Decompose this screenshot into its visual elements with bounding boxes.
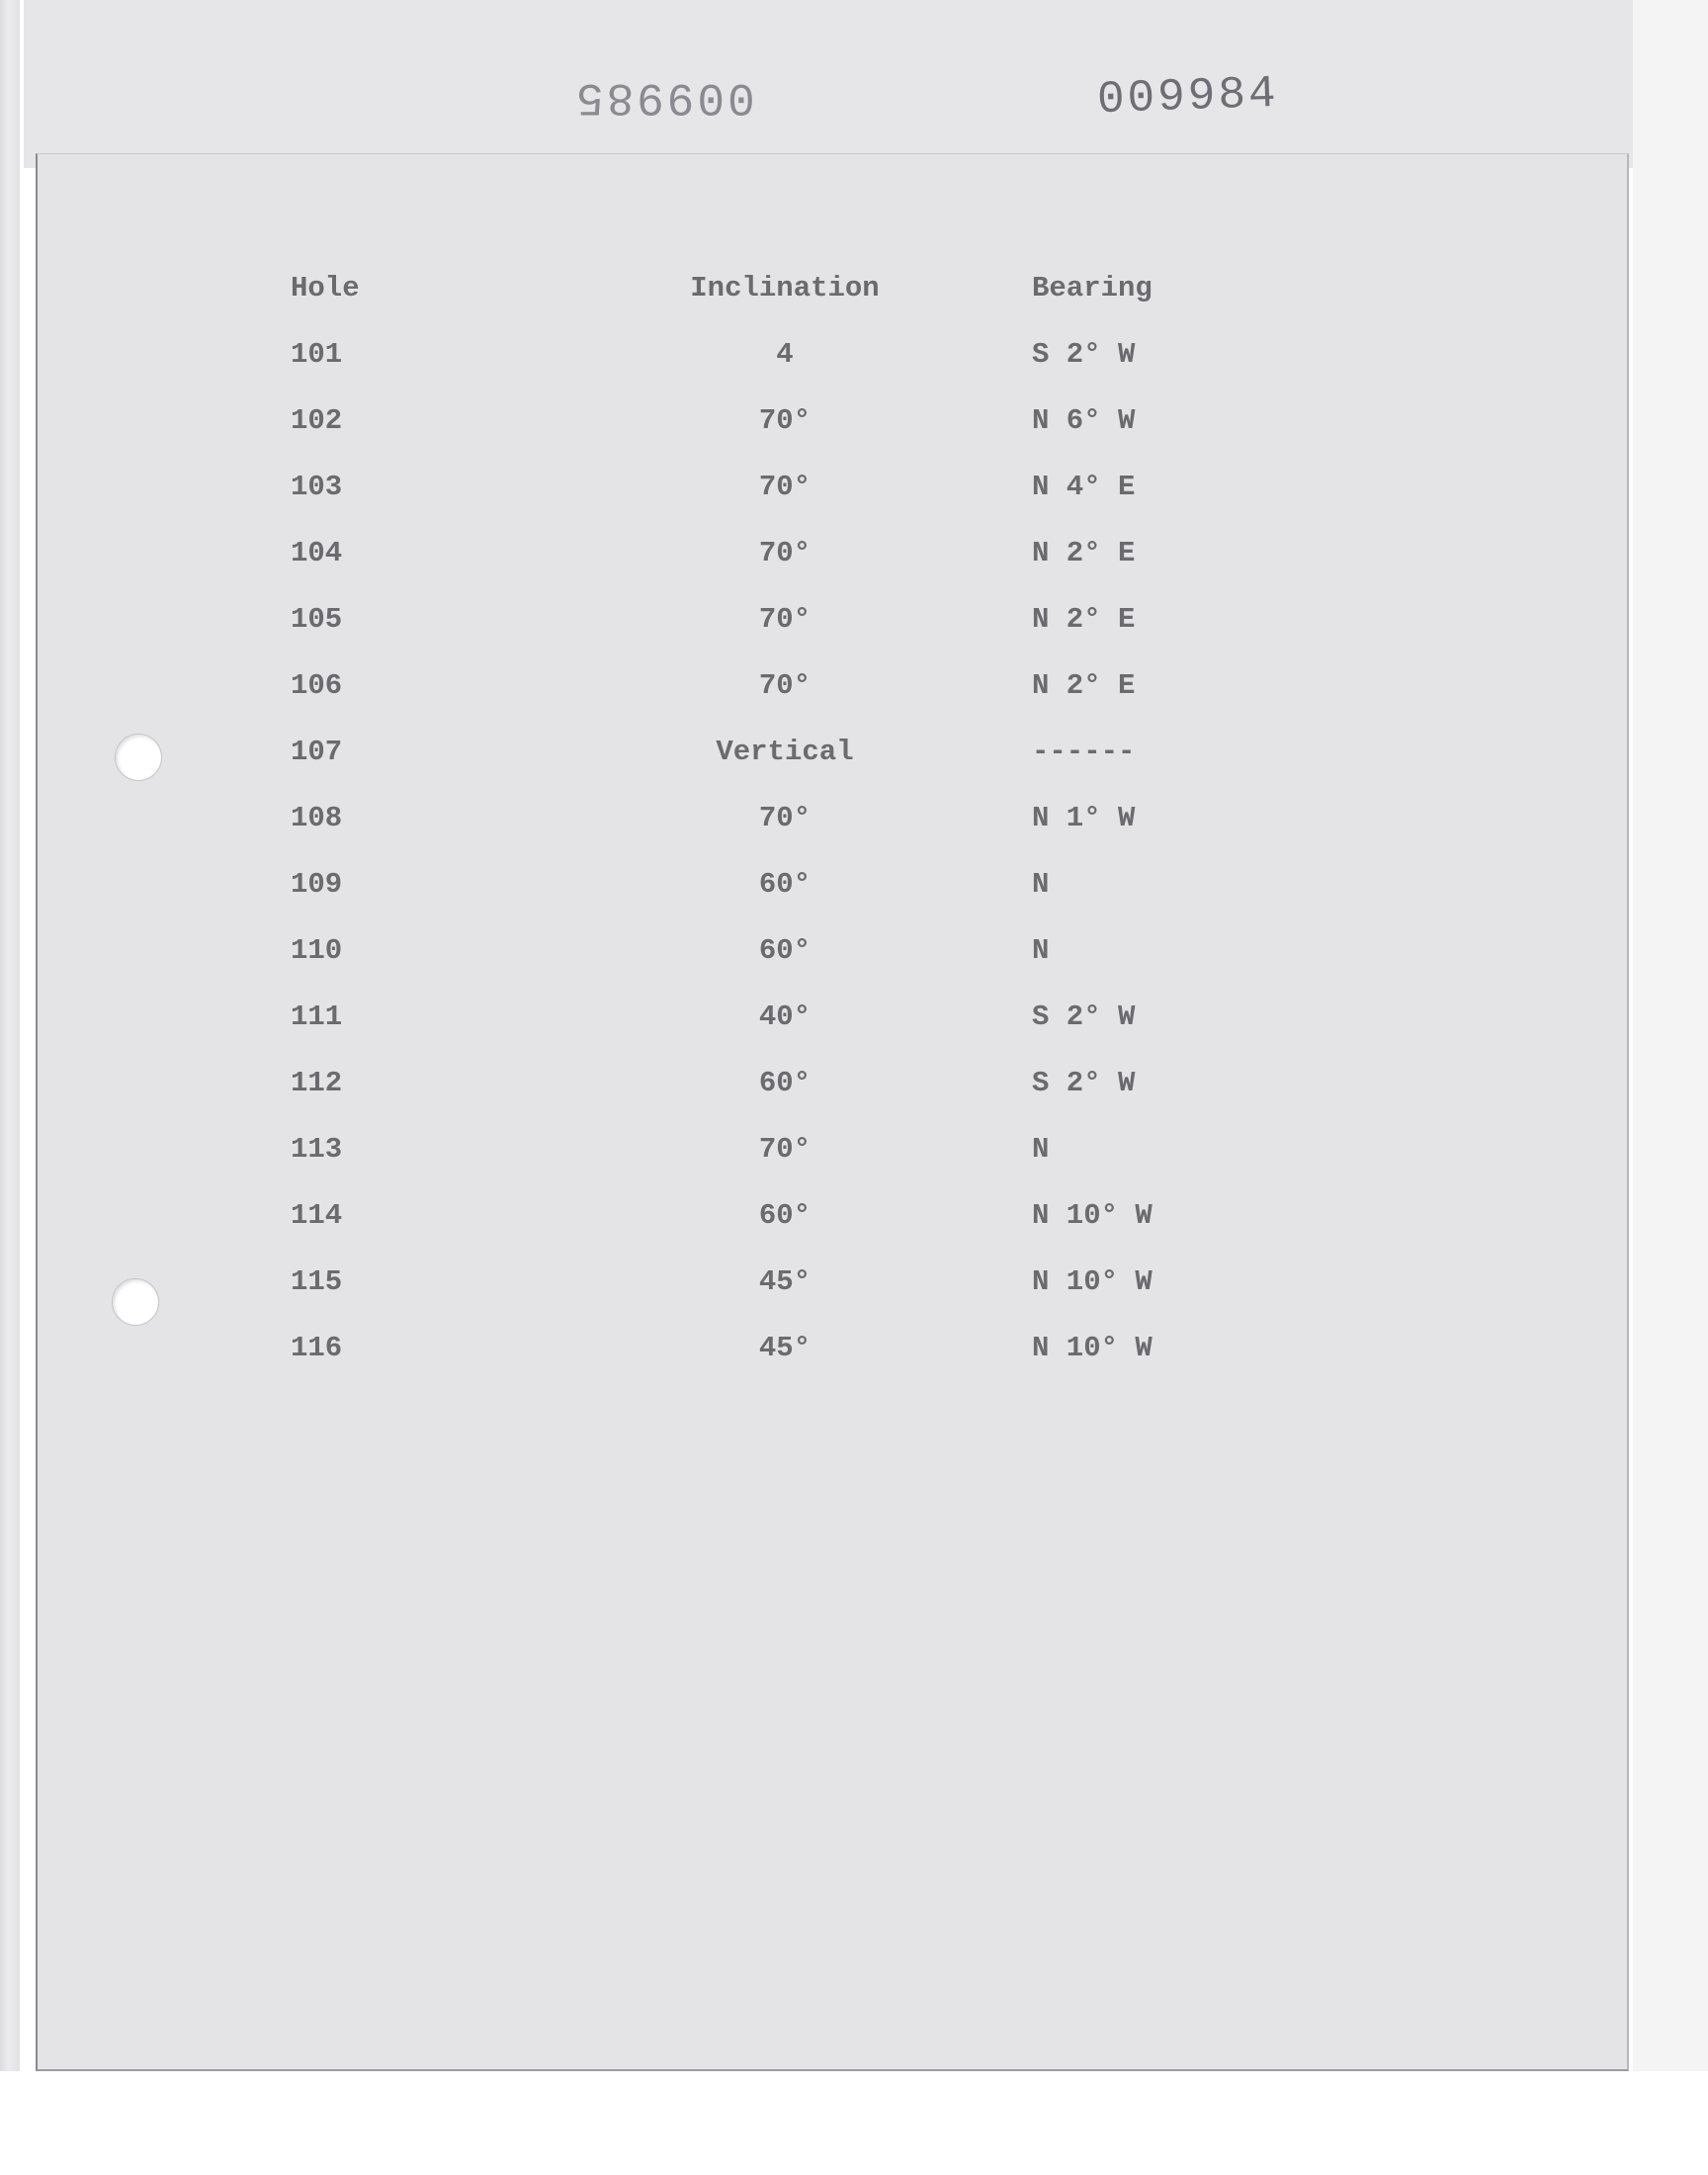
table-row (277, 1182, 1368, 1249)
cell-hole: 103 (291, 471, 343, 503)
table-row (277, 1315, 1368, 1381)
cell-inclination: 70° (758, 603, 811, 636)
cell-inclination: 60° (758, 1199, 811, 1232)
cell-bearing: S 2° W (1032, 338, 1136, 371)
table-row (277, 851, 1368, 917)
cell-hole: 108 (291, 802, 343, 834)
cell-hole: 110 (291, 934, 343, 967)
table-header-row (277, 255, 1368, 321)
cell-hole: 106 (291, 669, 343, 702)
cell-bearing: N (1032, 934, 1050, 967)
cell-hole: 104 (291, 537, 343, 569)
cell-hole: 114 (291, 1199, 343, 1232)
cell-bearing: S 2° W (1032, 1067, 1136, 1099)
cell-bearing: N 2° E (1032, 603, 1136, 636)
table-row (277, 520, 1368, 586)
cell-bearing: N 1° W (1032, 802, 1136, 834)
header-bearing: Bearing (1032, 272, 1153, 304)
table-row (277, 454, 1368, 520)
cell-inclination: 70° (758, 669, 811, 702)
cell-hole: 107 (291, 736, 343, 768)
page-stack-edge (0, 0, 20, 2071)
cell-hole: 112 (291, 1067, 343, 1099)
table-row (277, 719, 1368, 785)
cell-inclination: 70° (758, 802, 811, 834)
cell-hole: 105 (291, 603, 343, 636)
header-hole: Hole (291, 272, 360, 304)
cell-bearing: N 2° E (1032, 669, 1136, 702)
cell-inclination: 70° (758, 537, 811, 569)
cell-bearing: N 10° W (1032, 1332, 1153, 1364)
cell-bearing: N (1032, 1133, 1050, 1166)
document-number-stamp: 009984 (1096, 67, 1280, 127)
cell-hole: 109 (291, 868, 343, 901)
scan-margin (1633, 0, 1708, 2071)
cell-bearing: N 10° W (1032, 1199, 1153, 1232)
cell-inclination: 70° (758, 404, 811, 437)
cell-bearing: S 2° W (1032, 1000, 1136, 1033)
table-row (277, 321, 1368, 388)
cell-bearing: N 10° W (1032, 1265, 1153, 1298)
punch-hole (115, 734, 162, 781)
cell-inclination: Vertical (716, 736, 854, 768)
cell-bearing: N 4° E (1032, 471, 1136, 503)
cell-inclination: 40° (758, 1000, 811, 1033)
cell-hole: 116 (291, 1332, 343, 1364)
cell-bearing: N 2° E (1032, 537, 1136, 569)
table-row (277, 1116, 1368, 1182)
cell-hole: 113 (291, 1133, 343, 1166)
cell-bearing: N (1032, 868, 1050, 901)
table-row (277, 984, 1368, 1050)
table-row (277, 388, 1368, 454)
cell-inclination: 60° (758, 934, 811, 967)
cell-inclination: 60° (758, 868, 811, 901)
cell-hole: 102 (291, 404, 343, 437)
table-row (277, 1249, 1368, 1315)
header-inclination: Inclination (690, 272, 880, 304)
cell-hole: 101 (291, 338, 343, 371)
cell-hole: 111 (291, 1000, 343, 1033)
table-row (277, 785, 1368, 851)
cell-inclination: 4 (776, 338, 794, 371)
cell-hole: 115 (291, 1265, 343, 1298)
table-row (277, 917, 1368, 984)
cell-inclination: 45° (758, 1332, 811, 1364)
punch-hole (112, 1278, 159, 1326)
cell-bearing: N 6° W (1032, 404, 1136, 437)
table-row (277, 1050, 1368, 1116)
document-number-stamp-reversed: 009985 (573, 71, 755, 123)
hole-survey-table (277, 255, 1368, 1381)
cell-inclination: 70° (758, 471, 811, 503)
cell-inclination: 70° (758, 1133, 811, 1166)
table-row (277, 652, 1368, 719)
back-sheet (24, 0, 1633, 168)
cell-inclination: 45° (758, 1265, 811, 1298)
cell-bearing: ------ (1032, 736, 1136, 768)
cell-inclination: 60° (758, 1067, 811, 1099)
table-row (277, 586, 1368, 652)
